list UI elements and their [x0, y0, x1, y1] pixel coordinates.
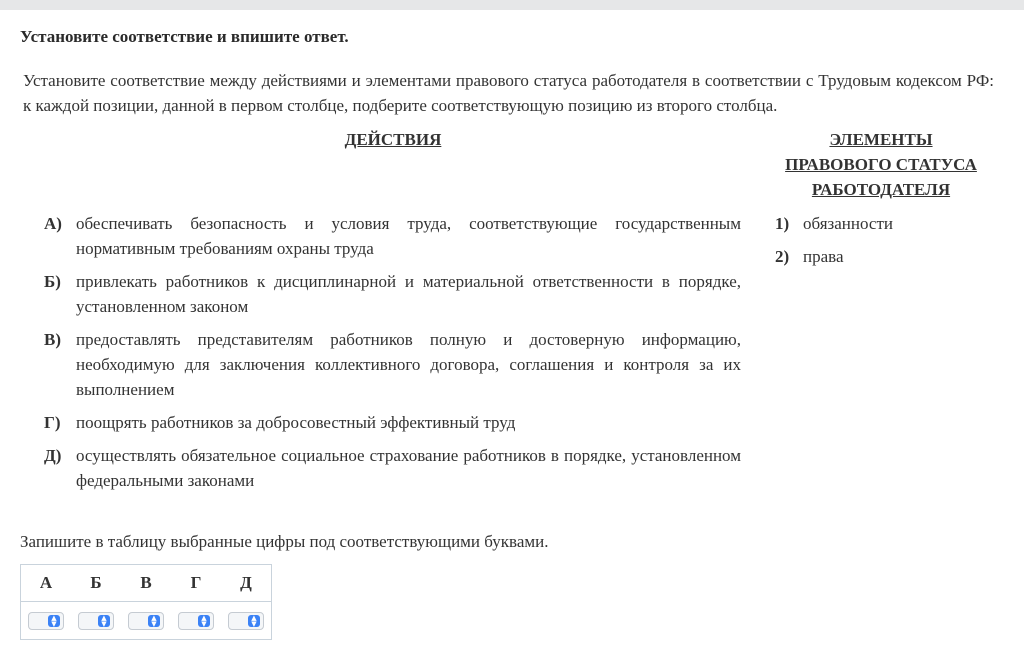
- action-text: осуществлять обязательное социальное страхование работников в порядке, установленном федеральными законами: [76, 446, 741, 490]
- answer-instruction: Запишите в таблицу выбранные цифры под соответствующими буквами.: [20, 532, 549, 551]
- element-item-2: [775, 244, 1005, 269]
- answer-select-a[interactable]: [28, 612, 64, 630]
- action-text: обеспечивать безопасность и условия труда, соответствующие государственным нормативным требованиям охраны труда: [76, 214, 741, 258]
- action-text: привлекать работников к дисциплинарной и материальной ответственности в порядке, установленном законом: [76, 272, 741, 316]
- answer-letter: В: [121, 565, 171, 602]
- element-item-1: [775, 211, 1005, 236]
- elements-title-line: РАБОТОДАТЕЛЯ: [811, 180, 951, 199]
- action-marker: А): [44, 214, 62, 233]
- answer-cell: [21, 602, 72, 640]
- elements-column-title: [760, 127, 1002, 202]
- action-item-b: [44, 269, 741, 319]
- top-bar: [0, 0, 1024, 10]
- answer-select-d[interactable]: [228, 612, 264, 630]
- action-text: предоставлять представителям работников полную и достоверную информацию, необходимую для заключения коллективного договора, соглашения и контроля за их выполнением: [76, 330, 741, 399]
- select-arrows-icon: ▲ ▼: [48, 615, 60, 627]
- answer-cell: [171, 602, 221, 640]
- action-marker: В): [44, 330, 61, 349]
- action-item-g: [44, 410, 741, 435]
- action-item-d: [44, 443, 741, 493]
- answer-letter: А: [21, 565, 72, 602]
- answer-select-g[interactable]: [178, 612, 214, 630]
- answer-letter: Г: [171, 565, 221, 602]
- answer-select-b[interactable]: [78, 612, 114, 630]
- answer-select-v[interactable]: [128, 612, 164, 630]
- action-item-v: [44, 327, 741, 402]
- element-text: права: [803, 247, 844, 266]
- select-arrows-icon: ▲ ▼: [148, 615, 160, 627]
- element-marker: 2): [775, 247, 790, 266]
- actions-column-title: ДЕЙСТВИЯ: [344, 130, 442, 149]
- task-intro: Установите соответствие между действиями и элементами правового статуса работодателя в соответствии с Трудовым кодексом РФ: к каждой позиции, данной в первом столбце, подберите соответствующую позицию из второго столбца.: [23, 71, 994, 115]
- actions-list: [44, 211, 741, 501]
- elements-list: [775, 211, 1005, 277]
- action-text: поощрять работников за добросовестный эффективный труд: [76, 413, 516, 432]
- answer-table: [20, 564, 272, 640]
- answer-cell: [221, 602, 272, 640]
- action-marker: Г): [44, 413, 61, 432]
- answer-letter: Д: [221, 565, 272, 602]
- elements-title-line: ЭЛЕМЕНТЫ: [829, 130, 933, 149]
- action-item-a: [44, 211, 741, 261]
- select-arrows-icon: ▲ ▼: [198, 615, 210, 627]
- select-arrows-icon: ▲ ▼: [98, 615, 110, 627]
- select-arrows-icon: ▲ ▼: [248, 615, 260, 627]
- element-text: обязанности: [803, 214, 893, 233]
- answer-letter: Б: [71, 565, 121, 602]
- element-marker: 1): [775, 214, 790, 233]
- answer-cell: [71, 602, 121, 640]
- task-heading: Установите соответствие и впишите ответ.: [20, 27, 349, 46]
- answer-cell: [121, 602, 171, 640]
- elements-title-line: ПРАВОВОГО СТАТУСА: [785, 155, 977, 174]
- answer-select-row: [21, 602, 272, 640]
- action-marker: Б): [44, 272, 61, 291]
- answer-header-row: [21, 565, 272, 602]
- action-marker: Д): [44, 446, 62, 465]
